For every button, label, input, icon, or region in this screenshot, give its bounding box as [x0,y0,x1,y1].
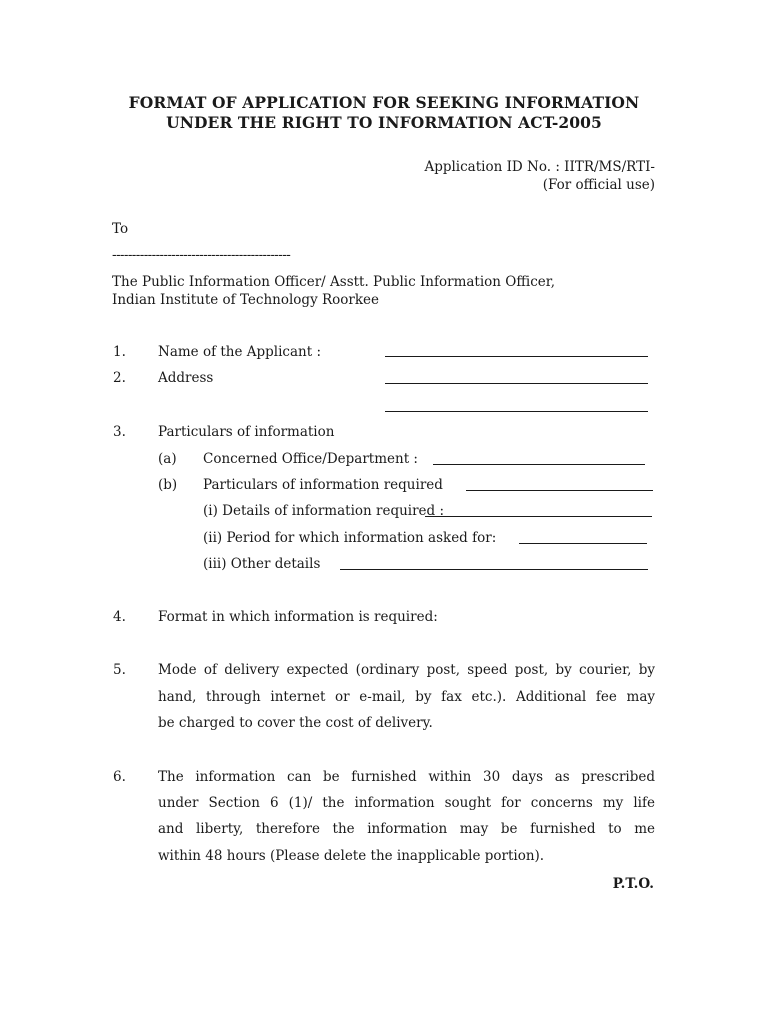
information-timing-line-1: The information can be furnished within 30 days as prescribed [158,769,655,785]
details-required-field[interactable] [425,516,652,517]
information-timing-line-3: and liberty, therefore the information may be furnished to me [158,821,655,837]
particulars-required-field[interactable] [466,490,653,491]
applicant-name-field[interactable] [385,356,648,357]
other-details-label: (iii) Other details [203,556,321,572]
officer-designation: The Public Information Officer/ Asstt. Public Information Officer, [112,274,556,290]
item-number-1: 1. [113,344,126,360]
mode-of-delivery-line-2: hand, through internet or e-mail, by fax etc.). Additional fee may [158,689,655,705]
mode-of-delivery-line-1: Mode of delivery expected (ordinary post, speed post, by courier, by [158,662,655,678]
to-label: To [112,221,129,237]
address-label: Address [158,370,214,386]
item-number-6: 6. [113,769,126,785]
item-number-5: 5. [113,662,126,678]
concerned-office-label: Concerned Office/Department : [203,451,418,467]
format-label: Format in which information is required: [158,609,438,625]
details-required-label: (i) Details of information required : [203,503,445,519]
concerned-office-field[interactable] [433,464,645,465]
mode-of-delivery-line-3: be charged to cover the cost of delivery. [158,715,433,731]
other-details-field[interactable] [340,569,648,570]
information-timing-line-4: within 48 hours (Please delete the inapplicable portion). [158,848,545,864]
official-use-note: (For official use) [542,177,655,193]
sub-item-a-marker: (a) [158,451,177,467]
item-number-2: 2. [113,370,126,386]
address-field-line-2[interactable] [385,411,648,412]
particulars-label: Particulars of information [158,424,335,440]
application-id-label: Application ID No. : IITR/MS/RTI- [424,159,655,175]
please-turn-over: P.T.O. [612,876,654,892]
document-title-line-1: FORMAT OF APPLICATION FOR SEEKING INFORMATION [128,93,640,112]
to-dashed-line: --------------------------------------------- [112,247,291,263]
item-number-3: 3. [113,424,126,440]
sub-item-b-marker: (b) [158,477,178,493]
period-field[interactable] [519,543,647,544]
institute-name: Indian Institute of Technology Roorkee [112,292,380,308]
information-timing-line-2: under Section 6 (1)/ the information sought for concerns my life [158,795,655,811]
applicant-name-label: Name of the Applicant : [158,344,321,360]
period-label: (ii) Period for which information asked for: [203,530,497,546]
address-field-line-1[interactable] [385,383,648,384]
document-title-line-2: UNDER THE RIGHT TO INFORMATION ACT-2005 [166,113,602,132]
particulars-required-label: Particulars of information required [203,477,443,493]
item-number-4: 4. [113,609,126,625]
